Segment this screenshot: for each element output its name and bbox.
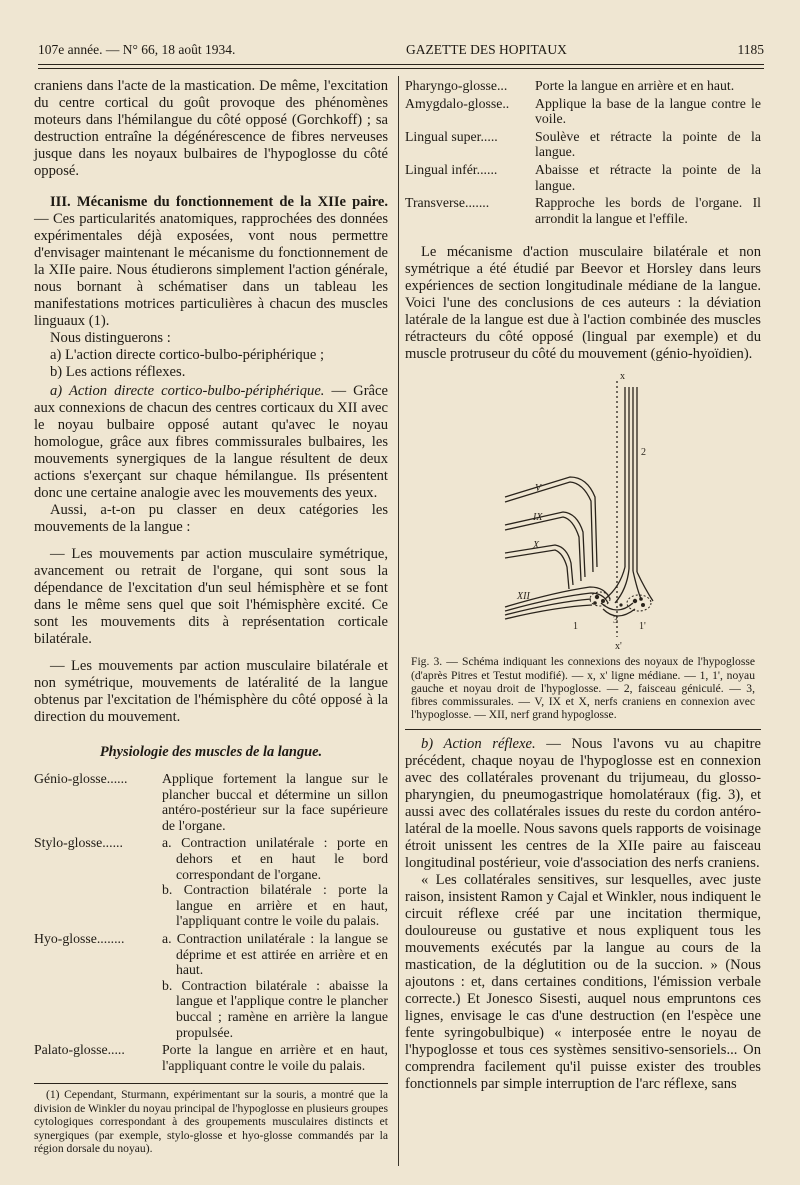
movement-lateral-paragraph: — Les mouvements par action musculaire bilatérale et non symétrique, mouvements de latéralité de la langue obtenus par l'excitation de l'hémisphère du côté opposé à la direction du mouvement. xyxy=(34,658,388,725)
muscle-name: Stylo-glosse...... xyxy=(34,835,123,851)
left-column xyxy=(34,78,388,1155)
section-paragraph xyxy=(34,194,388,330)
label-ix: IX xyxy=(533,512,543,524)
intro-paragraph: craniens dans l'acte de la mastication. De même, l'excitation du centre cortical du goût provoque des phénomènes moteurs dans l'hémilangue du côté opposé (Gorchkoff) ; sa destruction entraîne la dégénérescence de fibres nerveuses jusque dans les noyaux bulbaires de l'hypoglosse du côté opposé. xyxy=(34,78,388,179)
label-xii: XII xyxy=(517,591,530,603)
running-header xyxy=(38,42,764,62)
column-separator xyxy=(398,76,399,1166)
muscle-table-left xyxy=(34,771,388,1073)
muscle-row xyxy=(405,129,761,160)
muscle-desc xyxy=(159,931,388,1040)
muscle-desc xyxy=(159,1042,388,1073)
label-3: 3 xyxy=(613,615,618,627)
label-1-prime: 1' xyxy=(639,621,646,633)
muscle-desc: Soulève et rétracte la pointe de la langue. xyxy=(535,128,761,160)
footnote-rule xyxy=(34,1083,388,1084)
label-1: 1 xyxy=(573,621,578,633)
header-journal-title: GAZETTE DES HOPITAUX xyxy=(405,42,567,57)
muscle-name: Palato-glosse..... xyxy=(34,1042,125,1058)
muscle-desc-line: Porte la langue en arrière et en haut, l'appliquant contre le voile du palais. xyxy=(162,1042,388,1073)
muscle-row xyxy=(34,771,388,833)
collaterals-paragraph: « Les collatérales sensitives, sur lesquelles, avec juste raison, insistent Ramon y Cajal et Winkler, nous indiquent le circuit réflexe créé par une incitation thermique, douloureuse ou gustative et nous expliquent tous les mouvements exécutés par la langue au cours de la mastication, de la déglutition ou de la succion. » (Nous ajoutons : et, dans certaines conditions, l'émission verbale correcte.) Et Jonesco Sisesti, auquel nous empruntons ces lignes, envisage le cas d'une destruction (en l'espèce une fente syringobulbique) « interposée entre le noyau de l'hypoglosse et tous ces systèmes sensitivo-sensoriels... On comprendra facilement qu'il puisse exister des troubles fonctionnels par simple interruption de l'arc réflexe, sans xyxy=(405,872,761,1093)
muscle-desc-line: a. Contraction unilatérale : la langue se déprime et est attirée en arrière et en haut. xyxy=(162,930,388,978)
label-x: x xyxy=(620,371,625,383)
muscle-row xyxy=(405,96,761,127)
section-text: — Ces particularités anatomiques, rapprochées des données expérimentales déjà exposées, vont nous permettre d'envisager maintenant le mécanisme du fonctionnement de la XIIe paire. Nous étudierons simplement l'action générale, nous bornant à schématiser dans un tableau les manifestations motrices particulières à chacun des muscles linguaux (1). xyxy=(34,211,388,329)
header-rule-top xyxy=(38,64,764,65)
muscle-desc-line: a. Contraction unilatérale : porte en dehors et en haut le bord correspondant de l'organe. xyxy=(162,835,388,882)
section-title: III. Mécanisme du fonctionnement de la XIIe paire. xyxy=(50,194,388,210)
action-directe-paragraph xyxy=(34,383,388,502)
header-page-number: 1185 xyxy=(737,42,764,57)
nerve-x xyxy=(505,545,573,585)
label-x-prime: x' xyxy=(615,641,622,653)
muscle-table-right xyxy=(405,78,761,226)
classify-paragraph: Aussi, a-t-on pu classer en deux catégories les mouvements de la langue : xyxy=(34,502,388,535)
label-x-roman: X xyxy=(533,540,540,552)
hypoglossal-diagram xyxy=(405,367,761,655)
muscle-name: Lingual super..... xyxy=(405,128,498,144)
list-item-a: a) L'action directe cortico-bulbo-périphérique ; xyxy=(50,347,325,363)
muscle-desc xyxy=(159,835,388,929)
muscle-row xyxy=(34,835,388,929)
movement-symmetric-paragraph: — Les mouvements par action musculaire symétrique, avancement ou retrait de l'organe, qui sont sous la dépendance de l'excitation d'un seul hémisphère et se font dans le même sens quel que soit l'hémisphère excité. Ce sont les mouvements dits à représentation corticale bilatérale. xyxy=(34,546,388,647)
muscle-desc-line: b. Contraction bilatérale : porte la langue en arrière et en haut, l'appliquant contre le voile du palais. xyxy=(162,882,388,929)
muscle-desc: Rapproche les bords de l'organe. Il arrondit la langue et l'effile. xyxy=(535,195,761,226)
distinguish-line: Nous distinguerons : xyxy=(50,330,171,346)
muscle-desc-line: Applique fortement la langue sur le plancher buccal et détermine un sillon antéro-postérieur sur la face supérieure de l'organe. xyxy=(162,771,388,833)
action-directe-title: a) Action directe cortico-bulbo-périphérique. xyxy=(50,383,325,399)
action-reflexe-paragraph xyxy=(405,736,761,872)
list-item-b: b) Les actions réflexes. xyxy=(50,364,186,380)
muscle-name: Génio-glosse...... xyxy=(34,771,128,786)
figure-hypoglossal-schema xyxy=(405,367,761,655)
muscle-row xyxy=(405,162,761,193)
muscle-row xyxy=(405,78,761,94)
muscle-name: Hyo-glosse........ xyxy=(34,930,125,946)
caption-rule xyxy=(405,729,761,730)
label-v: V xyxy=(535,483,542,495)
action-reflexe-text: — Nous l'avons vu au chapitre précédent, chaque noyau de l'hypoglosse est en connexion avec des collatérales provenant du trijumeau, du glosso-pharyngien, du pneumogastrique homolatéraux (fig. 3), et aussi avec des collatérales issues du reste du cordon antéro-latéral de la moelle. Nous savons quels rapports de voisinage étroit unissent les centres de la XIIe paire au faisceau longitudinal postérieur, voie d'association des nerfs craniens. xyxy=(405,736,761,872)
nerve-ix xyxy=(505,512,585,577)
muscle-desc-line: b. Contraction bilatérale : abaisse la langue et l'applique contre le plancher buccal ; ramène en arrière la langue propulsée. xyxy=(162,977,388,1040)
footnote: (1) Cependant, Sturmann, expérimentant sur la souris, a montré que la division de Winkler du noyau principal de l'hypoglosse en plusieurs groupes cytologiques correspondant à des groupements musculaires distincts et synergiques (par exemple, stylo-glosse et hyo-glosse commandés par la région dorsale du noyau). xyxy=(34,1088,388,1155)
muscle-row xyxy=(34,1042,388,1073)
mechanism-paragraph: Le mécanisme d'action musculaire bilatérale et non symétrique a été étudié par Beevor et Horsley dans leurs expériences de section longitudinale médiane de la langue. Voici l'une des conclusions de ces auteurs : la déviation latérale de la langue est due à l'action combinée des muscles rétracteurs du côté opposé (lingual par exemple) et du muscle protruseur du côté du mouvement (génio-hyoïdien). xyxy=(405,244,761,363)
muscle-name: Amygdalo-glosse.. xyxy=(405,95,510,111)
muscle-desc: Abaisse et rétracte la pointe de la langue. xyxy=(535,161,761,193)
header-issue: 107e année. — N° 66, 18 août 1934. xyxy=(38,42,236,57)
muscle-name: Transverse....... xyxy=(405,195,490,211)
label-2: 2 xyxy=(641,447,646,459)
figure-caption: Fig. 3. — Schéma indiquant les connexions des noyaux de l'hypoglosse (d'après Pitres et Testut modifié). — x, x' ligne médiane. — 1, 1', noyau gauche et noyau droit de l'hypoglosse. — 2, faisceau géniculé. — 3, fibres commissurales. — V, IX et X, nerfs craniens en connexion avec l'hypoglosse. — XII, nerf grand hypoglosse. xyxy=(411,655,755,722)
action-directe-text: — Grâce aux connexions de chacun des centres corticaux du XII avec le noyau bulbaire opposé autant qu'avec le noyau homologue, grâce aux fibres commissurales bulbaires, les mouvements synergiques de la langue résultent de deux actions s'exerçant sur chaque hémilangue. Ils présentent donc une certaine analogie avec les mouvements des yeux. xyxy=(34,383,388,501)
action-reflexe-title: b) Action réflexe. xyxy=(421,736,536,753)
muscle-name: Pharyngo-glosse... xyxy=(405,78,508,93)
muscle-row xyxy=(405,195,761,226)
muscle-name: Lingual infér...... xyxy=(405,161,498,177)
physiology-title: Physiologie des muscles de la langue. xyxy=(99,744,323,760)
right-column xyxy=(405,78,761,1093)
header-rule-bottom xyxy=(38,68,764,69)
muscle-row xyxy=(34,931,388,1040)
muscle-desc xyxy=(159,771,388,833)
muscle-desc: Porte la langue en arrière et en haut. xyxy=(535,78,735,93)
right-nucleus xyxy=(627,595,651,611)
muscle-desc: Applique la base de la langue contre le voile. xyxy=(535,95,761,127)
